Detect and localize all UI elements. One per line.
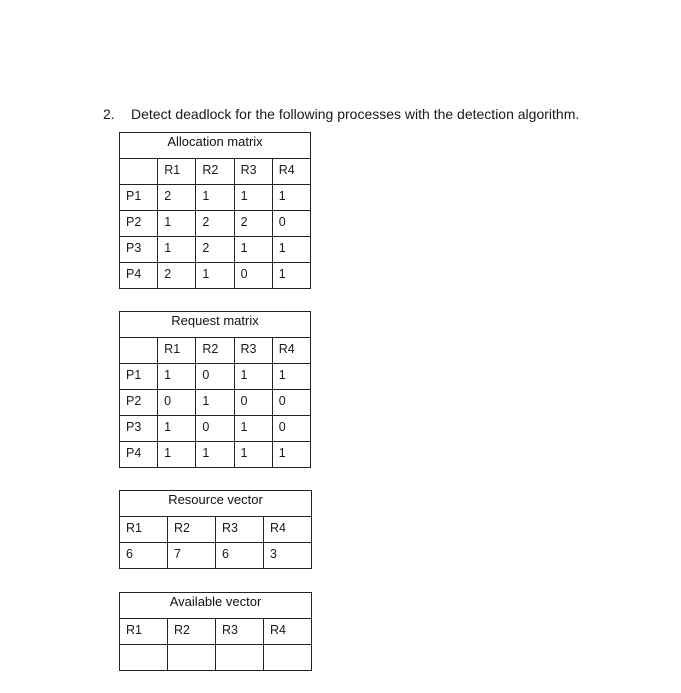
header-cell: R4 bbox=[272, 159, 310, 185]
table-cell: 1 bbox=[196, 390, 234, 416]
resource-vector-title: Resource vector bbox=[120, 491, 312, 517]
header-cell: R2 bbox=[196, 338, 234, 364]
table-cell: 0 bbox=[196, 416, 234, 442]
header-cell: R1 bbox=[158, 338, 196, 364]
header-cell: R1 bbox=[158, 159, 196, 185]
table-header-row bbox=[120, 619, 312, 645]
header-cell: R1 bbox=[120, 517, 168, 543]
header-cell: R3 bbox=[234, 338, 272, 364]
allocation-matrix-title: Allocation matrix bbox=[120, 133, 311, 159]
header-cell: R4 bbox=[264, 619, 312, 645]
request-matrix-table bbox=[119, 311, 311, 468]
header-cell bbox=[120, 338, 158, 364]
header-cell: R3 bbox=[234, 159, 272, 185]
header-cell: R3 bbox=[216, 517, 264, 543]
table-header-row bbox=[120, 338, 311, 364]
header-cell: R3 bbox=[216, 619, 264, 645]
table-cell: 2 bbox=[196, 237, 234, 263]
table-row bbox=[120, 543, 312, 569]
table-cell: 1 bbox=[196, 185, 234, 211]
table-row bbox=[120, 390, 311, 416]
table-cell: 1 bbox=[158, 211, 196, 237]
header-cell: R4 bbox=[272, 338, 310, 364]
question-text: Detect deadlock for the following processes with the detection algorithm. bbox=[131, 106, 580, 122]
table-row bbox=[120, 442, 311, 468]
header-cell: R4 bbox=[264, 517, 312, 543]
empty-cell bbox=[216, 645, 264, 671]
table-cell: 1 bbox=[234, 442, 272, 468]
question-line bbox=[103, 106, 579, 122]
table-row bbox=[120, 263, 311, 289]
table-cell: 2 bbox=[234, 211, 272, 237]
header-cell: R2 bbox=[196, 159, 234, 185]
table-cell: 6 bbox=[120, 543, 168, 569]
table-cell: 1 bbox=[196, 442, 234, 468]
table-row bbox=[120, 211, 311, 237]
table-header-row bbox=[120, 159, 311, 185]
table-cell: 1 bbox=[158, 442, 196, 468]
table-cell: 1 bbox=[272, 442, 310, 468]
header-cell: R2 bbox=[168, 619, 216, 645]
table-row bbox=[120, 237, 311, 263]
table-cell: 1 bbox=[158, 364, 196, 390]
table-row bbox=[120, 185, 311, 211]
row-label: P4 bbox=[120, 442, 158, 468]
table-cell: 2 bbox=[196, 211, 234, 237]
table-cell: 0 bbox=[196, 364, 234, 390]
table-cell: 1 bbox=[272, 364, 310, 390]
table-cell: 1 bbox=[158, 416, 196, 442]
row-label: P2 bbox=[120, 211, 158, 237]
table-row bbox=[120, 364, 311, 390]
header-cell: R2 bbox=[168, 517, 216, 543]
table-header-row bbox=[120, 517, 312, 543]
table-row bbox=[120, 645, 312, 671]
row-label: P1 bbox=[120, 185, 158, 211]
allocation-matrix-table bbox=[119, 132, 311, 289]
request-matrix-title: Request matrix bbox=[120, 312, 311, 338]
table-cell: 2 bbox=[158, 185, 196, 211]
available-vector-title: Available vector bbox=[120, 593, 312, 619]
table-cell: 3 bbox=[264, 543, 312, 569]
table-cell: 0 bbox=[234, 390, 272, 416]
table-cell: 0 bbox=[272, 390, 310, 416]
table-cell: 1 bbox=[234, 364, 272, 390]
table-cell: 0 bbox=[158, 390, 196, 416]
table-cell: 1 bbox=[272, 237, 310, 263]
table-cell: 1 bbox=[272, 263, 310, 289]
row-label: P3 bbox=[120, 416, 158, 442]
table-cell: 1 bbox=[234, 416, 272, 442]
table-cell: 0 bbox=[234, 263, 272, 289]
table-cell: 1 bbox=[158, 237, 196, 263]
table-cell: 1 bbox=[234, 237, 272, 263]
table-cell: 1 bbox=[196, 263, 234, 289]
row-label: P1 bbox=[120, 364, 158, 390]
question-number: 2. bbox=[103, 106, 115, 122]
header-cell bbox=[120, 159, 158, 185]
table-cell: 1 bbox=[272, 185, 310, 211]
empty-cell bbox=[168, 645, 216, 671]
header-cell: R1 bbox=[120, 619, 168, 645]
table-cell: 6 bbox=[216, 543, 264, 569]
table-row bbox=[120, 416, 311, 442]
available-vector-table bbox=[119, 592, 312, 671]
empty-cell bbox=[120, 645, 168, 671]
table-cell: 2 bbox=[158, 263, 196, 289]
row-label: P3 bbox=[120, 237, 158, 263]
table-cell: 0 bbox=[272, 416, 310, 442]
table-cell: 7 bbox=[168, 543, 216, 569]
empty-cell bbox=[264, 645, 312, 671]
row-label: P4 bbox=[120, 263, 158, 289]
table-cell: 0 bbox=[272, 211, 310, 237]
table-cell: 1 bbox=[234, 185, 272, 211]
resource-vector-table bbox=[119, 490, 312, 569]
row-label: P2 bbox=[120, 390, 158, 416]
